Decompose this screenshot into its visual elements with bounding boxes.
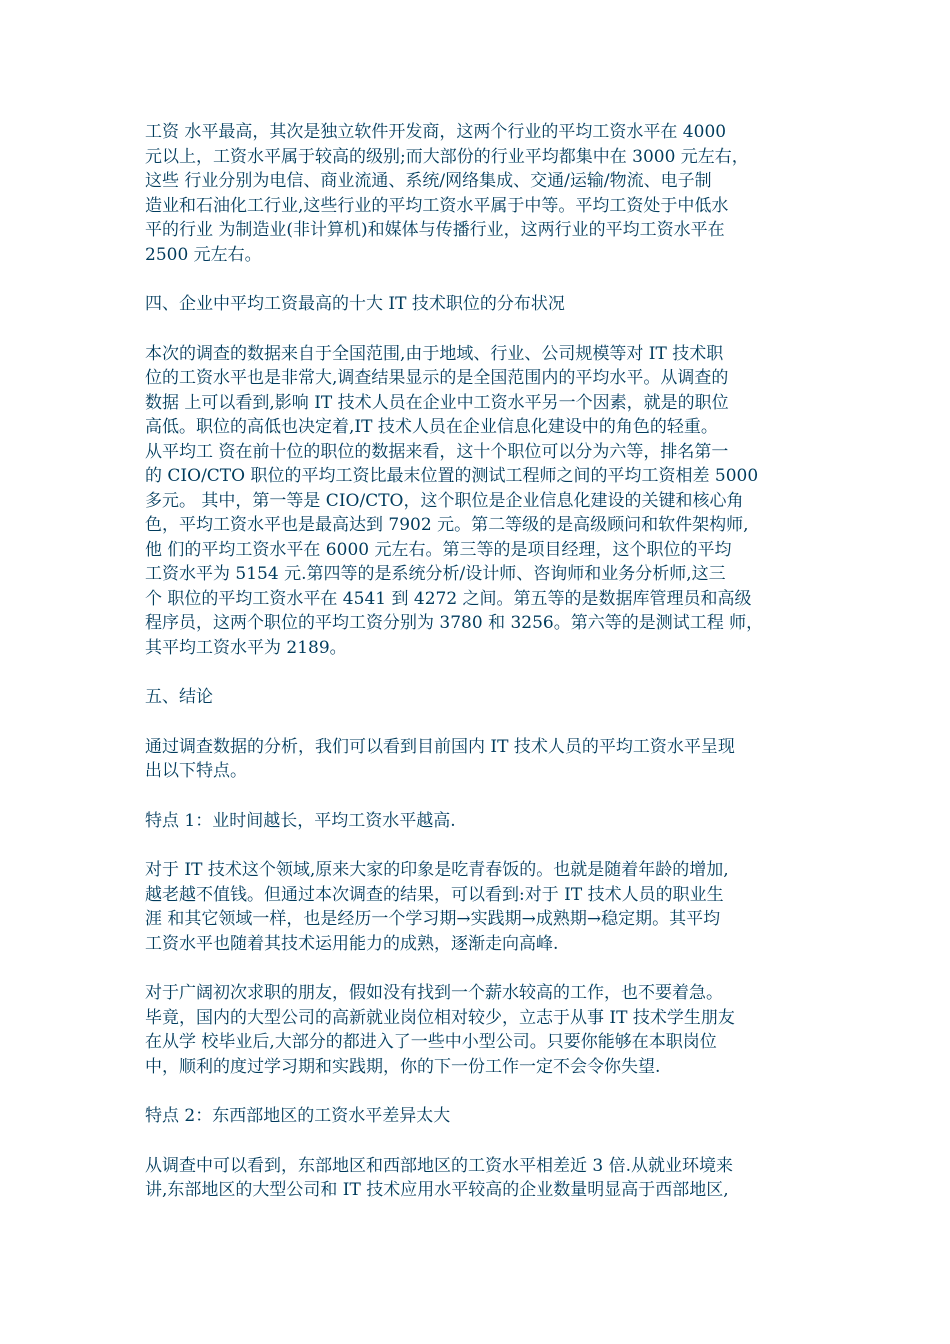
text-line: 从调查中可以看到，东部地区和西部地区的工资水平相差近 3 倍.从就业环境来 [145,1155,734,1176]
text-line: 从平均工 资在前十位的职位的数据来看，这十个职位可以分为六等，排名第一 [145,441,729,462]
text-line: 位的工资水平也是非常大,调查结果显示的是全国范围内的平均水平。从调查的 [145,368,729,388]
text-line: 造业和石油化工行业,这些行业的平均工资水平属于中等。平均工资处于中低水 [145,195,729,216]
text-line: 对于广阔初次求职的朋友，假如没有找到一个薪水较高的工作，也不要着急。 [145,983,723,1003]
text-line: 2500 元左右。 [145,244,262,265]
text-line: 出以下特点。 [145,761,247,781]
text-line: 色，平均工资水平也是最高达到 7902 元。第二等级的是高级顾问和软件架构师, [145,515,749,535]
text-line: 特点 2：东西部地区的工资水平差异太大 [145,1106,451,1126]
heading-section-5 [145,685,815,710]
text-line: 数据 上可以看到,影响 IT 技术人员在企业中工资水平另一个因素，就是的职位 [145,392,729,413]
paragraph-career-stages [145,858,815,956]
paragraph-regional-difference [145,1154,815,1203]
text-line: 本次的调查的数据来自于全国范围,由于地域、行业、公司规模等对 IT 技术职 [145,343,724,364]
paragraph-top-positions [145,342,815,661]
text-line: 高低。职位的高低也决定着,IT 技术人员在企业信息化建设中的角色的轻重。 [145,417,718,437]
text-line: 的 CIO/CTO 职位的平均工资比最末位置的测试工程师之间的平均工资相差 5000 [145,466,759,486]
text-line: 平的行业 为制造业(非计算机)和媒体与传播行业，这两行业的平均工资水平在 [145,220,725,240]
text-line: 涯 和其它领域一样，也是经历一个学习期→实践期→成熟期→稳定期。其平均 [145,909,721,929]
paragraph-conclusion-intro [145,735,815,784]
heading-section-4 [145,292,815,317]
paragraph-industry-salary [145,120,815,267]
text-line: 通过调查数据的分析，我们可以看到目前国内 IT 技术人员的平均工资水平呈现 [145,736,735,757]
paragraph-job-seekers [145,981,815,1079]
text-line: 四、企业中平均工资最高的十大 IT 技术职位的分布状况 [145,294,565,314]
heading-feature-1 [145,809,815,834]
text-line: 工资水平为 5154 元.第四等的是系统分析/设计师、咨询师和业务分析师,这三 [145,564,726,584]
text-line: 工资 水平最高，其次是独立软件开发商，这两个行业的平均工资水平在 4000 [145,122,727,142]
text-line: 他 们的平均工资水平在 6000 元左右。第三等的是项目经理，这个职位的平均 [145,539,732,560]
text-line: 多元。 其中，第一等是 CIO/CTO，这个职位是企业信息化建设的关键和核心角 [145,490,744,511]
text-line: 程序员，这两个职位的平均工资分别为 3780 和 3256。第六等的是测试工程 师， [145,613,764,633]
text-line: 越老越不值钱。但通过本次调查的结果，可以看到:对于 IT 技术人员的职业生 [145,884,724,905]
text-line: 在从学 校毕业后,大部分的都进入了一些中小型公司。只要你能够在本职岗位 [145,1032,717,1052]
text-line: 讲,东部地区的大型公司和 IT 技术应用水平较高的企业数量明显高于西部地区, [145,1180,729,1200]
text-line: 中，顺利的度过学习期和实践期，你的下一份工作一定不会令你失望. [145,1056,661,1077]
heading-feature-2 [145,1104,815,1129]
text-line: 工资水平也随着其技术运用能力的成熟，逐渐走向高峰. [145,933,559,954]
text-line: 这些 行业分别为电信、商业流通、系统/网络集成、交通/运输/物流、电子制 [145,171,712,191]
text-line: 特点 1：业时间越长，平均工资水平越高. [145,810,456,831]
document-body [145,120,815,1203]
text-line: 个 职位的平均工资水平在 4541 到 4272 之间。第五等的是数据库管理员和高级 [145,588,752,609]
text-line: 其平均工资水平为 2189。 [145,637,347,658]
text-line: 对于 IT 技术这个领域,原来大家的印象是吃青春饭的。也就是随着年龄的增加, [145,860,729,880]
text-line: 五、结论 [145,687,213,707]
text-line: 毕竟，国内的大型公司的高新就业岗位相对较少，立志于从事 IT 技术学生朋友 [145,1007,735,1028]
text-line: 元以上，工资水平属于较高的级别;而大部份的行业平均都集中在 3000 元左右， [145,146,749,167]
